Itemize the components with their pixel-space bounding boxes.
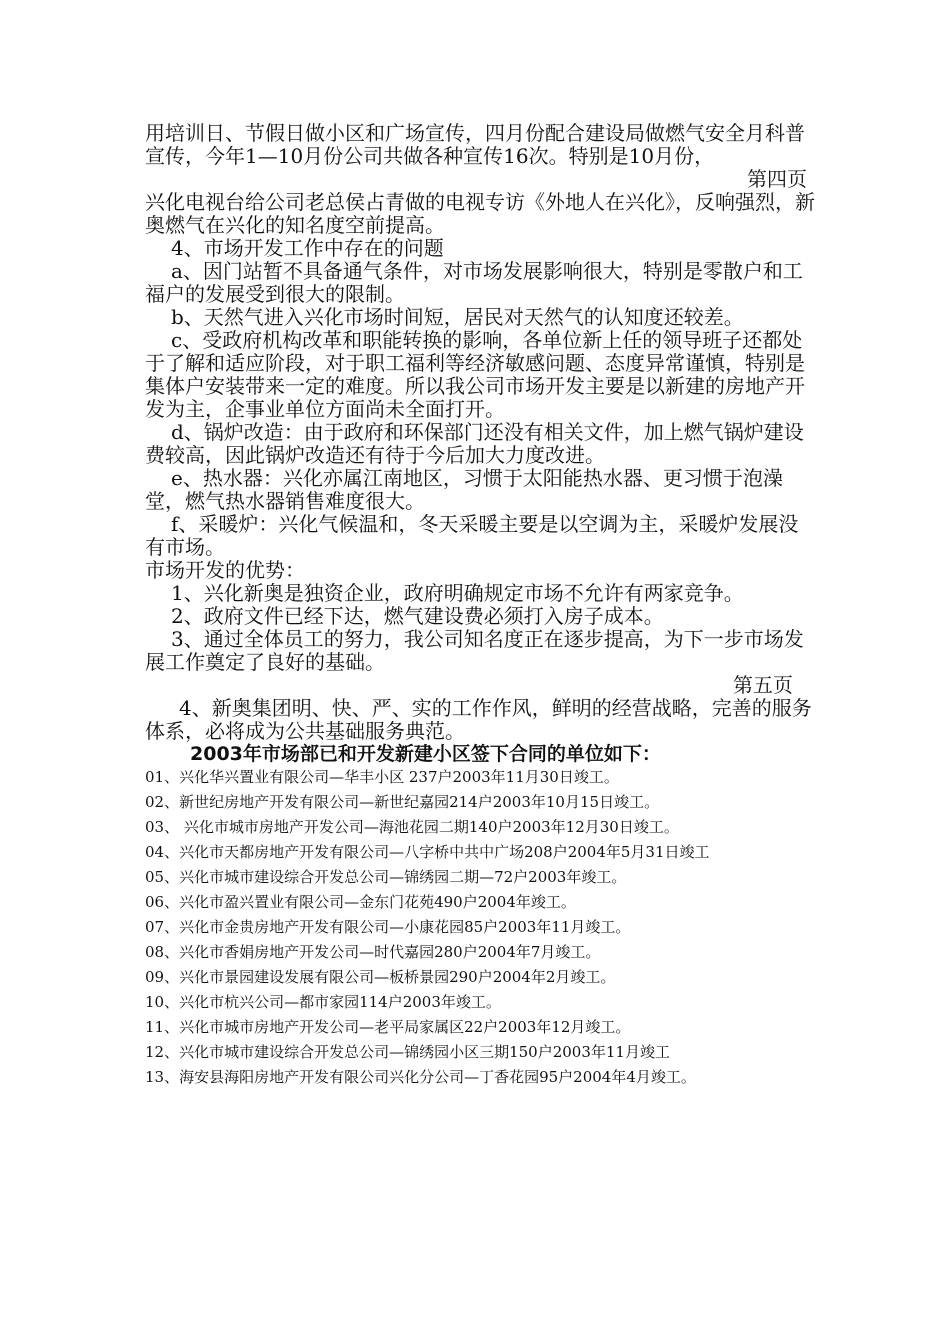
problem-b: b、天然气进入兴化市场时间短，居民对天然气的认知度还较差。	[171, 305, 744, 329]
problem-a: a、因门站暂不具备通气条件，对市场发展影响很大，特别是零散户和工福户的发展受到很大的限制。	[145, 259, 803, 306]
list-item: 07、兴化市金贵房地产开发有限公司—小康花园85户2003年11月竣工。	[145, 918, 631, 936]
problem-f: f、采暖炉：兴化气候温和，冬天采暖主要是以空调为主，采暖炉发展没有市场。	[145, 512, 799, 559]
list-item: 03、 兴化市城市房地产开发公司—海池花园二期140户2003年12月30日竣工。	[145, 818, 679, 836]
list-item: 04、兴化市天都房地产开发有限公司—八字桥中共中广场208户2004年5月31日竣工	[145, 843, 710, 861]
paragraph-publicity: 用培训日、节假日做小区和广场宣传，四月份配合建设局做燃气安全月科普宣传，今年1—10月份公司共做各种宣传16次。特别是10月份，	[145, 121, 805, 168]
problem-e: e、热水器：兴化亦属江南地区，习惯于太阳能热水器、更习惯于泡澡堂，燃气热水器销售难度很大。	[145, 466, 783, 513]
advantage-3: 3、通过全体员工的努力，我公司知名度正在逐步提高，为下一步市场发展工作奠定了良好的基础。	[145, 627, 804, 674]
problem-c: c、受政府机构改革和职能转换的影响，各单位新上任的领导班子还都处于了解和适应阶段，对于职工福利等经济敏感问题、态度异常谨慎，特别是集体户安装带来一定的难度。所以我公司市场开发主要是以新建的房地产开发为主，企事业单位方面尚未全面打开。	[145, 328, 805, 421]
list-item: 11、兴化市城市房地产开发公司—老平局家属区22户2003年12月竣工。	[145, 1018, 631, 1036]
list-item: 12、兴化市城市建设综合开发总公司—锦绣园小区三期150户2003年11月竣工	[145, 1043, 670, 1061]
contracts-heading: 2003年市场部已和开发新建小区签下合同的单位如下：	[190, 743, 661, 765]
contracts-list	[145, 768, 815, 1086]
list-item: 01、兴化华兴置业有限公司—华丰小区 237户2003年11月30日竣工。	[145, 768, 619, 786]
list-item: 02、新世纪房地产开发有限公司—新世纪嘉园214户2003年10月15日竣工。	[145, 793, 660, 811]
list-item: 06、兴化市盈兴置业有限公司—金东门花苑490户2004年竣工。	[145, 893, 576, 911]
advantage-1: 1、兴化新奥是独资企业，政府明确规定市场不允许有两家竞争。	[171, 581, 744, 605]
page-number-four: 第四页	[747, 167, 807, 191]
document-page	[145, 122, 815, 1093]
list-item: 08、兴化市香娟房地产开发公司—时代嘉园280户2004年7月竣工。	[145, 943, 601, 961]
advantage-2: 2、政府文件已经下达，燃气建设费必须打入房子成本。	[171, 604, 664, 628]
problem-d: d、锅炉改造：由于政府和环保部门还没有相关文件，加上燃气锅炉建设费较高，因此锅炉改造还有待于今后加大力度改进。	[145, 420, 804, 467]
list-item: 13、海安县海阳房地产开发有限公司兴化分公司—丁香花园95户2004年4月竣工。	[145, 1068, 696, 1086]
list-item: 09、兴化市景园建设发展有限公司—板桥景园290户2004年2月竣工。	[145, 968, 616, 986]
section-heading-advantages: 市场开发的优势：	[145, 558, 305, 582]
advantage-4: 4、新奥集团明、快、严、实的工作作风，鲜明的经营战略，完善的服务体系，必将成为公共基础服务典范。	[145, 696, 812, 743]
page-number-five: 第五页	[733, 673, 793, 697]
list-item: 10、兴化市杭兴公司—都市家园114户2003年竣工。	[145, 993, 501, 1011]
paragraph-tv-interview: 兴化电视台给公司老总侯占青做的电视专访《外地人在兴化》，反响强烈，新奥燃气在兴化的知名度空前提高。	[145, 190, 815, 237]
list-item: 05、兴化市城市建设综合开发总公司—锦绣园二期—72户2003年竣工。	[145, 868, 627, 886]
section-heading-problems: 4、市场开发工作中存在的问题	[171, 236, 444, 260]
